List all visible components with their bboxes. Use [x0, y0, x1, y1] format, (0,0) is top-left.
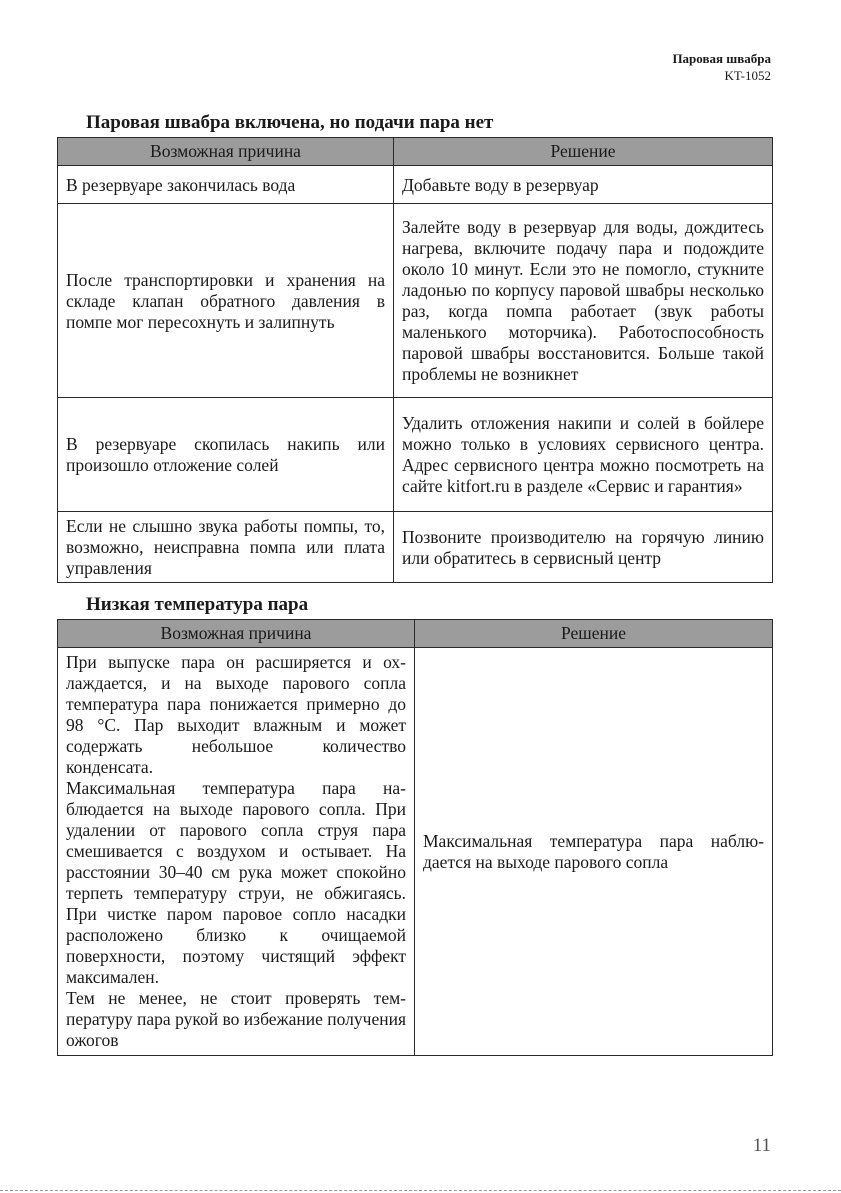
- troubleshooting-table-low-temperature: [57, 619, 773, 1056]
- solution-cell: Добавьте воду в резервуар: [394, 166, 773, 204]
- section-title-no-steam: Паровая швабра включена, но подачи пара нет: [86, 112, 494, 133]
- column-header-cause: Возможная причина: [58, 138, 394, 166]
- solution-cell: Максимальная температура пара наблюдается на выходе парового сопла: [415, 648, 773, 1056]
- header-model-number: KT-1052: [724, 68, 771, 83]
- header-product-name: Паровая швабра: [672, 51, 771, 66]
- troubleshooting-table-no-steam: [57, 137, 773, 583]
- solution-cell: Позвоните производителю на горячую линию или обратитесь в сервисный центр: [394, 512, 773, 583]
- cause-cell: После транспортировки и хранения на складе клапан обратного давления в помпе мог пересохнуть и залипнуть: [58, 204, 394, 398]
- column-header-solution: Решение: [394, 138, 773, 166]
- page-number: 11: [752, 1135, 771, 1156]
- cause-cell: В резервуаре скопилась накипь или произошло отложение солей: [58, 398, 394, 512]
- column-header-cause: Возможная причина: [58, 620, 415, 648]
- page-header: [672, 50, 771, 84]
- cause-cell: [58, 648, 415, 1056]
- table-header-row: [58, 138, 773, 166]
- cause-paragraph: Максимальная температура пара наблюдается на выходе парового сопла. При удалении от парового сопла струя пара смешивается с воздухом и остывает. На расстоянии 30–40 см рука может спокойно терпеть температуру струи, не обжигаясь. При чистке паром паровое сопло насадки расположено близко к очищаемой поверхности, поэтому чистящий эффект максимален.: [66, 778, 406, 987]
- solution-cell: Залейте воду в резервуар для воды, дождитесь нагрева, включите подачу пара и подождите около 10 минут. Если это не помогло, стукните ладонью по корпусу паровой швабры несколько раз, когда помпа работает (звук работы маленького моторчика). Работоспособность паровой швабры восстановится. Больше такой проблемы не возникнет: [394, 204, 773, 398]
- page-bottom-divider: [0, 1190, 841, 1191]
- cause-cell: Если не слышно звука работы помпы, то, возможно, неисправна помпа или плата управления: [58, 512, 394, 583]
- solution-cell: Удалить отложения накипи и солей в бойлере можно только в условиях сервисного центра. Адрес сервисного центра можно посмотреть на сайте kitfort.ru в разделе «Сервис и гарантия»: [394, 398, 773, 512]
- cause-paragraph: Тем не менее, не стоит проверять температуру пара рукой во избежание получения ожогов: [66, 988, 406, 1050]
- table-row: [58, 166, 773, 204]
- cause-cell: В резервуаре закончилась вода: [58, 166, 394, 204]
- column-header-solution: Решение: [415, 620, 773, 648]
- table-row: [58, 648, 773, 1056]
- table-row: [58, 204, 773, 398]
- cause-paragraph: При выпуске пара он расширяется и охлаждается, и на выходе парового сопла температура пара понижается примерно до 98 °C. Пар выходит влажным и может содержать небольшое количество конденсата.: [66, 652, 406, 777]
- section-title-low-temperature: Низкая температура пара: [86, 594, 309, 615]
- table-row: [58, 512, 773, 583]
- table-row: [58, 398, 773, 512]
- table-header-row: [58, 620, 773, 648]
